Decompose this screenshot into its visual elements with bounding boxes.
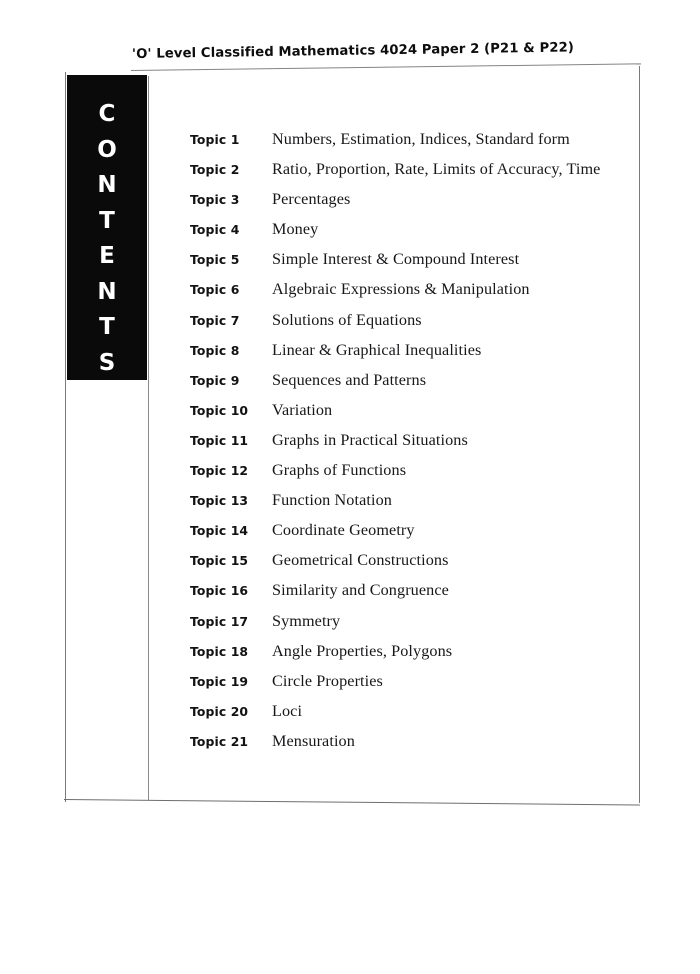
topic-title: Percentages	[272, 190, 351, 209]
topic-title: Angle Properties, Polygons	[272, 641, 453, 660]
table-of-contents-row	[190, 371, 620, 401]
topic-title: Algebraic Expressions & Manipulation	[272, 280, 530, 299]
table-of-contents-row	[190, 612, 620, 642]
topic-number-label: Topic 19	[190, 673, 249, 689]
title-underline-rule	[131, 63, 641, 71]
contents-banner	[67, 75, 147, 380]
page-border-right	[639, 66, 640, 803]
table-of-contents-row	[190, 521, 620, 551]
topic-number-label: Topic 1	[190, 132, 240, 147]
contents-letter: E	[99, 243, 115, 269]
topic-title: Linear & Graphical Inequalities	[272, 340, 482, 359]
contents-letter: C	[98, 101, 116, 127]
topic-number-label: Topic 16	[190, 583, 249, 599]
topic-title: Function Notation	[272, 491, 392, 510]
contents-letter: T	[99, 207, 115, 234]
topic-number-label: Topic 13	[190, 493, 249, 509]
topic-number-label: Topic 3	[190, 192, 240, 208]
column-divider-rule	[148, 76, 149, 801]
contents-letter: N	[97, 278, 117, 305]
table-of-contents-row	[190, 431, 620, 461]
table-of-contents-row	[190, 190, 620, 220]
topic-title: Loci	[272, 701, 303, 720]
topic-number-label: Topic 5	[190, 252, 240, 268]
topic-number-label: Topic 21	[190, 733, 249, 749]
page-border-bottom	[64, 799, 640, 806]
topic-title: Circle Properties	[272, 671, 383, 690]
table-of-contents-row	[190, 672, 620, 702]
table-of-contents-row	[190, 581, 620, 611]
topic-number-label: Topic 9	[190, 372, 240, 388]
table-of-contents-row	[190, 551, 620, 581]
table-of-contents-row	[190, 401, 620, 431]
topic-number-label: Topic 2	[190, 162, 240, 178]
topic-number-label: Topic 14	[190, 523, 249, 539]
page-title: 'O' Level Classified Mathematics 4024 Paper 2 (P21 & P22)	[131, 40, 575, 62]
topic-number-label: Topic 15	[190, 553, 249, 569]
topic-title: Similarity and Congruence	[272, 581, 449, 600]
topic-title: Money	[272, 220, 319, 239]
topic-title: Coordinate Geometry	[272, 521, 415, 540]
contents-letter: O	[97, 136, 117, 163]
contents-letter: N	[97, 172, 117, 198]
topic-title: Sequences and Patterns	[272, 370, 427, 389]
contents-banner-letters	[67, 97, 147, 381]
table-of-contents-row	[190, 220, 620, 250]
table-of-contents-row	[190, 250, 620, 280]
contents-letter: S	[98, 349, 116, 376]
topic-number-label: Topic 12	[190, 463, 249, 479]
topic-title: Graphs of Functions	[272, 461, 407, 480]
topic-number-label: Topic 17	[190, 613, 249, 629]
page-border-left	[65, 72, 66, 802]
table-of-contents-row	[190, 461, 620, 491]
topic-title: Solutions of Equations	[272, 310, 422, 329]
topic-title: Numbers, Estimation, Indices, Standard form	[272, 130, 570, 148]
topic-number-label: Topic 10	[190, 402, 249, 418]
topic-number-label: Topic 11	[190, 432, 249, 448]
topic-number-label: Topic 7	[190, 312, 240, 328]
topic-title: Graphs in Practical Situations	[272, 430, 468, 449]
topic-title: Mensuration	[272, 731, 355, 750]
topic-number-label: Topic 18	[190, 643, 249, 659]
contents-letter: T	[99, 314, 115, 340]
table-of-contents-row	[190, 491, 620, 521]
table-of-contents-list	[190, 130, 620, 762]
topic-title: Symmetry	[272, 611, 341, 630]
topic-number-label: Topic 8	[190, 342, 240, 358]
topic-title: Variation	[272, 400, 333, 419]
topic-title: Simple Interest & Compound Interest	[272, 250, 520, 269]
table-of-contents-row	[190, 702, 620, 732]
table-of-contents-row	[190, 341, 620, 371]
topic-number-label: Topic 20	[190, 703, 249, 719]
table-of-contents-row	[190, 280, 620, 310]
topic-title: Ratio, Proportion, Rate, Limits of Accuracy, Time	[272, 160, 601, 179]
table-of-contents-row	[190, 160, 620, 190]
table-of-contents-row	[190, 311, 620, 341]
table-of-contents-row	[190, 732, 620, 762]
table-of-contents-row	[190, 130, 620, 160]
topic-number-label: Topic 6	[190, 282, 240, 298]
table-of-contents-row	[190, 642, 620, 672]
topic-number-label: Topic 4	[190, 222, 240, 238]
topic-title: Geometrical Constructions	[272, 551, 449, 570]
